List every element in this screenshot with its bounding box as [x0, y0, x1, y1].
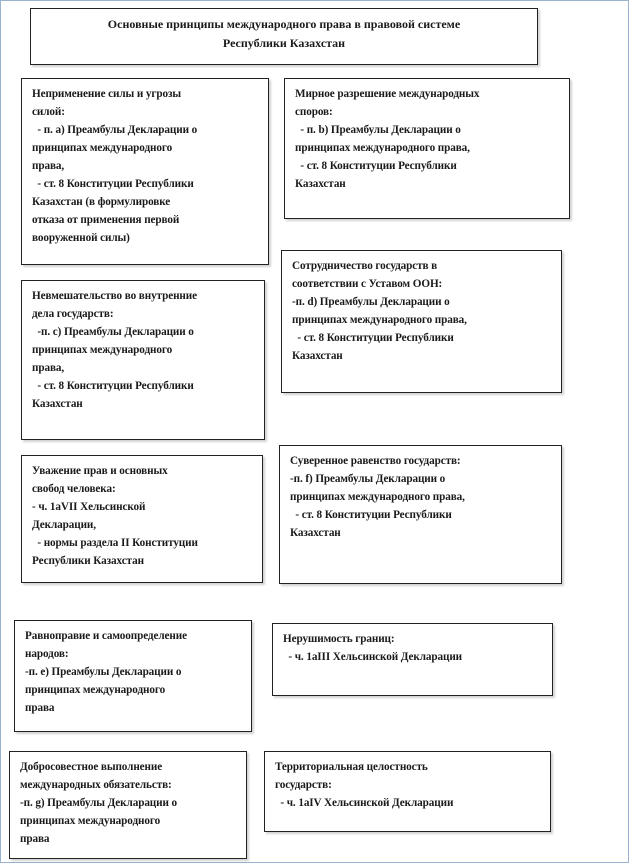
principle-box-cooperation: [281, 250, 562, 393]
title-line-2: Республики Казахстан: [222, 36, 346, 50]
principle-line: Суверенное равенство государств:: [290, 455, 461, 467]
principle-line: -п. e) Преамбулы Декларации о: [25, 666, 182, 678]
principle-line: Казахстан: [295, 178, 346, 190]
principle-line: -п. d) Преамбулы Декларации о: [292, 296, 450, 308]
principle-line: принципах международного: [25, 684, 166, 696]
principle-line: Республики Казахстан: [32, 555, 144, 567]
principle-box-inviolability-of-borders: [272, 623, 553, 696]
principle-line: дела государств:: [32, 308, 114, 320]
principle-line: - ч. 1aIV Хельсинской Декларации: [275, 797, 454, 809]
principle-line: - ст. 8 Конституции Республики: [32, 380, 194, 392]
principle-line: Казахстан: [292, 350, 343, 362]
title-line-1: Основные принципы международного права в правовой системе: [107, 17, 461, 31]
principle-line: - ст. 8 Конституции Республики: [290, 509, 452, 521]
principle-line: права: [20, 833, 50, 845]
principle-box-non-use-of-force: [21, 78, 269, 265]
principle-line: Казахстан: [32, 398, 83, 410]
principle-line: вооруженной силы): [32, 232, 130, 244]
principle-line: свобод человека:: [32, 483, 116, 495]
principle-line: принципах международного права,: [292, 314, 467, 326]
principle-line: права: [25, 702, 55, 714]
principle-line: Добросовестное выполнение: [20, 761, 163, 773]
principle-line: Неприменение силы и угрозы: [32, 88, 182, 100]
principle-line: Территориальная целостность: [275, 761, 428, 773]
principle-line: силой:: [32, 106, 65, 118]
principle-line: - ст. 8 Конституции Республики: [32, 178, 194, 190]
principle-line: -п. c) Преамбулы Декларации о: [32, 326, 194, 338]
principle-line: отказа от применения первой: [32, 214, 180, 226]
principle-line: Сотрудничество государств в: [292, 260, 438, 272]
principle-line: принципах международного: [20, 815, 161, 827]
principle-line: Мирное разрешение международных: [295, 88, 480, 100]
principle-line: международных обязательств:: [20, 779, 172, 791]
principle-line: Казахстан: [290, 527, 341, 539]
principle-line: - нормы раздела II Конституции: [32, 537, 198, 549]
principle-box-human-rights: [21, 455, 263, 583]
principle-line: -п. g) Преамбулы Декларации о: [20, 797, 178, 809]
principle-box-sovereign-equality: [279, 445, 562, 584]
principle-line: принципах международного: [32, 142, 173, 154]
principle-line: права,: [32, 160, 65, 172]
principle-line: Невмешательство во внутренние: [32, 290, 197, 302]
principle-line: Декларации,: [32, 519, 96, 531]
principle-line: - ст. 8 Конституции Республики: [292, 332, 454, 344]
principle-line: Равноправие и самоопределение: [25, 630, 187, 642]
principle-line: Уважение прав и основных: [32, 465, 168, 477]
principle-line: принципах международного права,: [295, 142, 470, 154]
principle-line: - ч. 1aVII Хельсинской: [32, 501, 146, 513]
principle-box-non-interference: [21, 280, 265, 440]
diagram-title: [30, 8, 538, 65]
principle-box-peaceful-settlement: [284, 78, 570, 219]
principle-line: права,: [32, 362, 65, 374]
principle-line: государств:: [275, 779, 332, 791]
principle-box-self-determination: [14, 620, 252, 732]
principle-line: принципах международного: [32, 344, 173, 356]
principle-line: - п. a) Преамбулы Декларации о: [32, 124, 198, 136]
principle-line: Казахстан (в формулировке: [32, 196, 171, 208]
principle-box-good-faith: [9, 751, 247, 859]
principle-line: Нерушимость границ:: [283, 633, 395, 645]
principle-line: споров:: [295, 106, 333, 118]
principle-line: - ч. 1aIII Хельсинской Декларации: [283, 651, 463, 663]
principle-line: соответствии с Уставом ООН:: [292, 278, 443, 290]
principle-line: - п. b) Преамбулы Декларации о: [295, 124, 461, 136]
principle-box-territorial-integrity: [264, 751, 551, 832]
principle-line: - ст. 8 Конституции Республики: [295, 160, 457, 172]
principle-line: народов:: [25, 648, 69, 660]
principle-line: -п. f) Преамбулы Декларации о: [290, 473, 446, 485]
principle-line: принципах международного права,: [290, 491, 465, 503]
